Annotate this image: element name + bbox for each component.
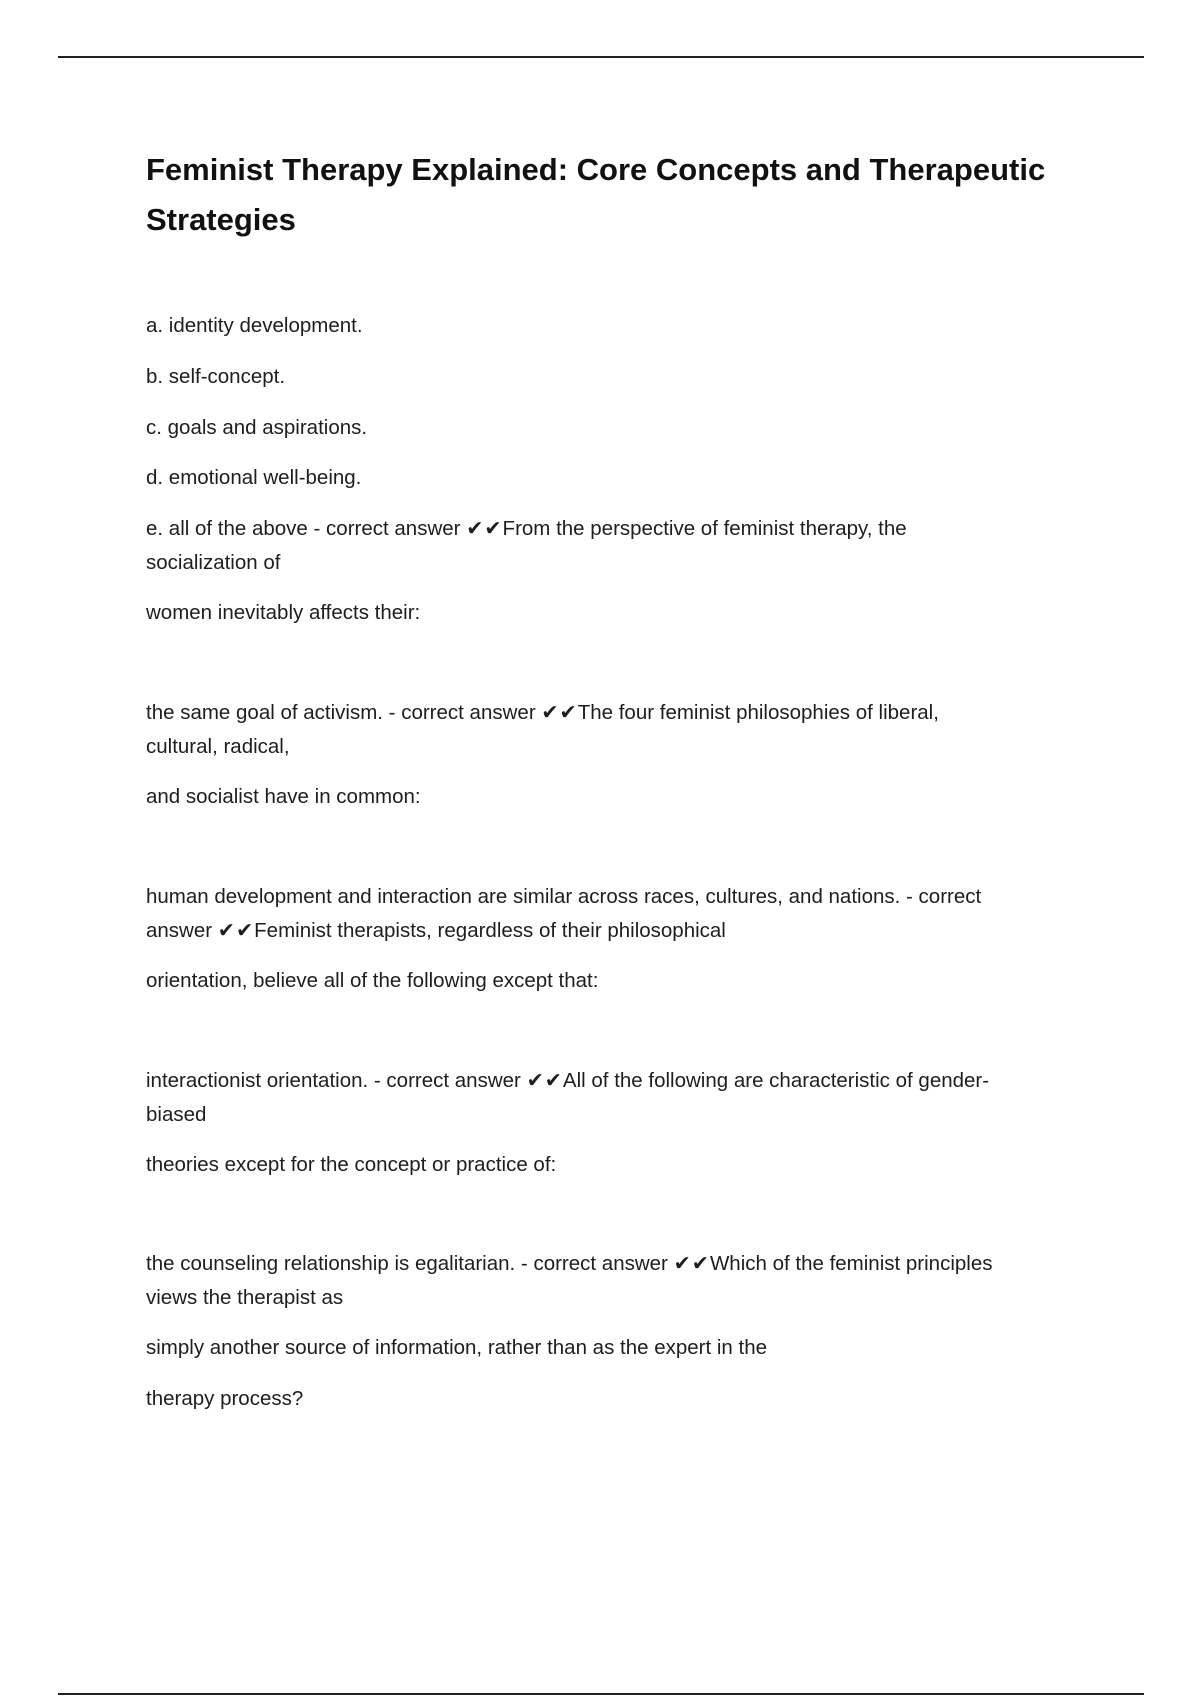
option-b: b. self-concept. — [146, 365, 286, 388]
qa-item-3-answer-line — [146, 914, 1086, 948]
qa-item-5-continuation-3: therapy process? — [146, 1387, 304, 1410]
option-d: d. emotional well-being. — [146, 466, 362, 489]
qa-item-4-answer-line — [146, 1064, 1086, 1098]
qa-item-1-answer-line — [146, 512, 1086, 546]
qa-item-2-continuation: cultural, radical, — [146, 735, 290, 758]
qa-item-4-question: All of the following are characteristic of gender- — [562, 1069, 990, 1092]
qa-item-1-continuation-2: women inevitably affects their: — [146, 601, 421, 624]
page-title-line-1: Feminist Therapy Explained: Core Concepts and Therapeutic — [146, 152, 1046, 187]
qa-item-1-answer: e. all of the above - correct answer — [146, 517, 467, 540]
qa-item-1-continuation: socialization of — [146, 551, 281, 574]
qa-item-2-answer-line — [146, 696, 1086, 730]
checkmark-icon: ✔✔ — [541, 701, 578, 724]
page-title — [146, 145, 1086, 245]
option-c: c. goals and aspirations. — [146, 416, 368, 439]
page-title-line-2: Strategies — [146, 202, 296, 237]
checkmark-icon: ✔✔ — [466, 517, 503, 540]
qa-item-1-question: From the perspective of feminist therapy, the — [502, 517, 907, 540]
qa-item-5-answer: the counseling relationship is egalitarian. - correct answer — [146, 1252, 674, 1275]
footer-rule — [58, 1693, 1144, 1695]
qa-item-5-question: Which of the feminist principles — [709, 1252, 993, 1275]
qa-item-2-question: The four feminist philosophies of liberal, — [577, 701, 939, 724]
qa-item-4-continuation-2: theories except for the concept or practice of: — [146, 1153, 557, 1176]
option-a: a. identity development. — [146, 314, 363, 337]
qa-item-3-answer-end: answer — [146, 919, 218, 942]
qa-item-5-continuation: views the therapist as — [146, 1286, 344, 1309]
qa-item-4-answer: interactionist orientation. - correct answer — [146, 1069, 527, 1092]
header-rule — [58, 56, 1144, 58]
qa-item-5-answer-line — [146, 1247, 1086, 1281]
qa-item-3-question: Feminist therapists, regardless of their philosophical — [254, 919, 726, 942]
qa-item-3-continuation-2: orientation, believe all of the following except that: — [146, 969, 599, 992]
checkmark-icon: ✔✔ — [526, 1069, 563, 1092]
checkmark-icon: ✔✔ — [673, 1252, 710, 1275]
qa-item-2-continuation-2: and socialist have in common: — [146, 785, 421, 808]
qa-item-3-answer: human development and interaction are similar across races, cultures, and nations. - correct — [146, 885, 982, 908]
qa-item-5-continuation-2: simply another source of information, rather than as the expert in the — [146, 1336, 768, 1359]
qa-item-2-answer: the same goal of activism. - correct answer — [146, 701, 542, 724]
qa-item-4-continuation: biased — [146, 1103, 207, 1126]
checkmark-icon: ✔✔ — [217, 919, 255, 942]
